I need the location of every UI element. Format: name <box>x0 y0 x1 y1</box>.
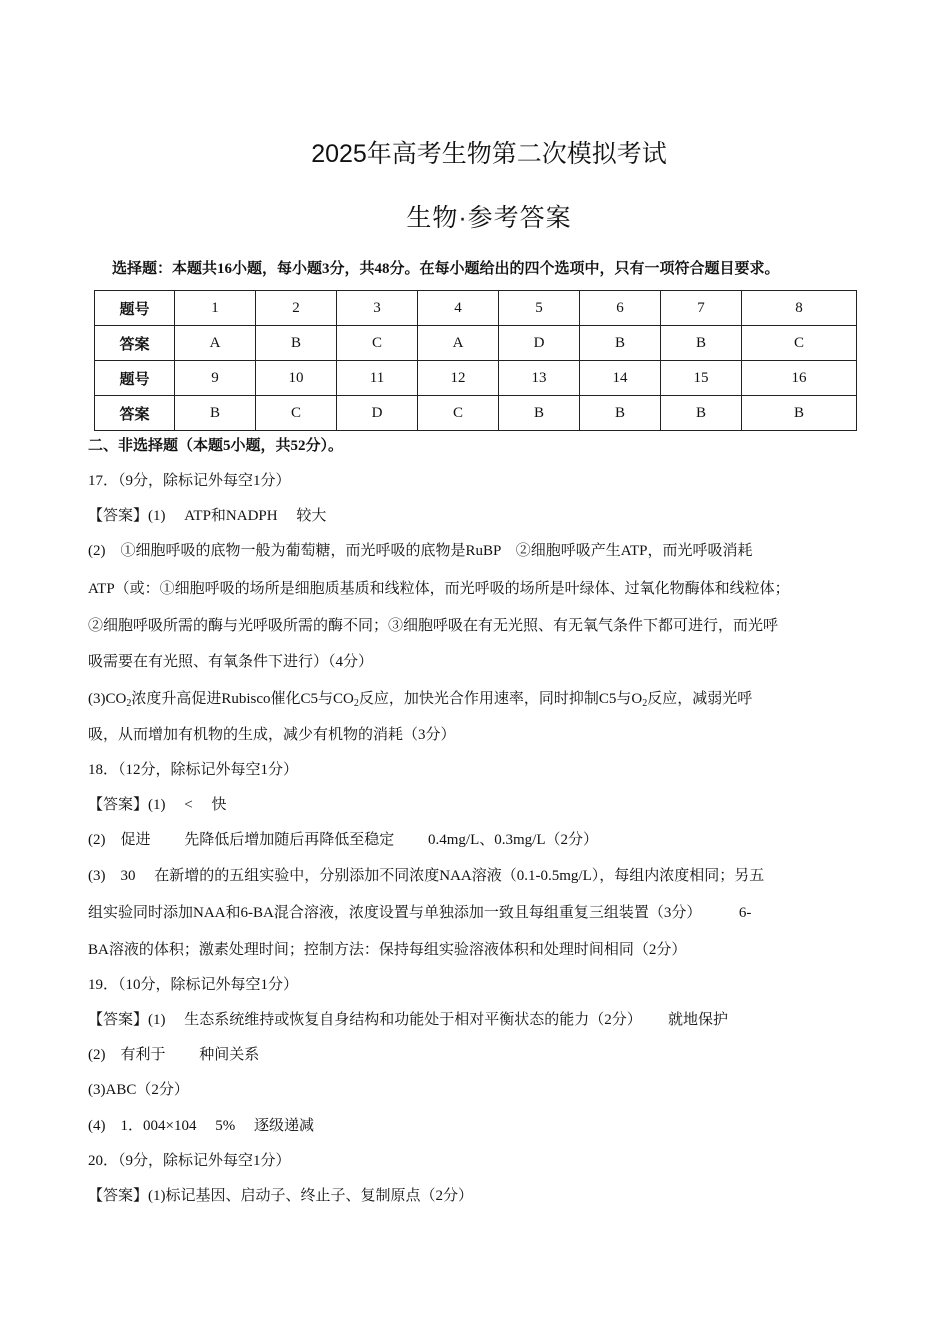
row-label-answer: 答案 <box>95 326 175 361</box>
subscript: 2 <box>353 698 359 709</box>
answer-label: 【答案】 <box>88 508 149 524</box>
question-17-answer-2-line-2: ATP（或：①细胞呼吸的场所是细胞质基质和线粒体，而光呼吸的场所是叶绿体、过氧化物酶体和线粒体； <box>88 581 790 597</box>
text-part: 浓度升高促进Rubisco催化C5与CO <box>131 691 354 707</box>
page-subtitle: 生物·参考答案 <box>406 204 572 232</box>
question-18-header: 18．（12分，除标记外每空1分） <box>88 762 299 778</box>
question-17-answer-3-line-2: 吸，从而增加有机物的生成，减少有机物的消耗（3分） <box>88 727 456 743</box>
table-cell: C <box>337 326 418 361</box>
text-part: 反应，加快光合作用速率，同时抑制C5与O <box>358 691 643 707</box>
row-label-answer: 答案 <box>95 396 175 431</box>
table-row-answers-1 <box>95 326 857 361</box>
question-19-header: 19．（10分，除标记外每空1分） <box>88 977 299 993</box>
question-20-answer-1 <box>88 1186 473 1206</box>
table-row-answers-2 <box>95 396 857 431</box>
answer-text: (1) ATP和NADPH 较大 <box>148 508 327 524</box>
answer-label: 【答案】 <box>88 1188 149 1204</box>
table-cell: 16 <box>742 361 857 396</box>
table-cell: 4 <box>418 291 499 326</box>
page-title: 2025年高考生物第二次模拟考试 <box>311 140 667 168</box>
question-19-answer-4: (4) 1．004×104 5% 逐级递减 <box>88 1118 314 1134</box>
table-row-numbers-2 <box>95 361 857 396</box>
text-part: (3)CO <box>88 691 127 707</box>
table-cell: 7 <box>661 291 742 326</box>
table-cell: B <box>661 396 742 431</box>
question-20-header: 20．（9分，除标记外每空1分） <box>88 1153 291 1169</box>
subscript: 2 <box>642 698 648 709</box>
table-cell: B <box>175 396 256 431</box>
answer-text: (1) 生态系统维持或恢复自身结构和功能处于相对平衡状态的能力（2分） 就地保护 <box>148 1012 729 1028</box>
row-label-number: 题号 <box>95 361 175 396</box>
answer-text: (1)标记基因、启动子、终止子、复制原点（2分） <box>148 1188 474 1204</box>
table-cell: 3 <box>337 291 418 326</box>
table-cell: 12 <box>418 361 499 396</box>
answer-label: 【答案】 <box>88 1012 149 1028</box>
table-cell: 15 <box>661 361 742 396</box>
table-cell: 13 <box>499 361 580 396</box>
table-cell: 2 <box>256 291 337 326</box>
table-cell: 1 <box>175 291 256 326</box>
section-heading: 二、非选择题（本题5小题，共52分）。 <box>88 438 344 454</box>
question-19-answer-1 <box>88 1010 728 1030</box>
table-cell: C <box>418 396 499 431</box>
text-part: 反应，减弱光呼 <box>647 691 753 707</box>
answer-table <box>94 290 857 431</box>
row-label-number: 题号 <box>95 291 175 326</box>
table-cell: 8 <box>742 291 857 326</box>
answer-label: 【答案】 <box>88 797 149 813</box>
table-cell: D <box>337 396 418 431</box>
question-18-answer-3-line-2: 组实验同时添加NAA和6-BA混合溶液，浓度设置与单独添加一致且每组重复三组装置（3分） 6- <box>88 905 752 921</box>
table-row-numbers-1 <box>95 291 857 326</box>
question-19-answer-2: (2) 有利于 种间关系 <box>88 1047 260 1063</box>
question-17-answer-2-line-1: (2) ①细胞呼吸的底物一般为葡萄糖，而光呼吸的底物是RuBP ②细胞呼吸产生ATP，而光呼吸消耗 <box>88 543 753 559</box>
table-cell: D <box>499 326 580 361</box>
question-18-answer-3-line-3: BA溶液的体积；激素处理时间；控制方法：保持每组实验溶液体积和处理时间相同（2分） <box>88 942 687 958</box>
table-cell: C <box>742 326 857 361</box>
question-17-header: 17．（9分，除标记外每空1分） <box>88 473 291 489</box>
table-cell: B <box>580 326 661 361</box>
table-cell: 5 <box>499 291 580 326</box>
table-cell: 9 <box>175 361 256 396</box>
table-cell: A <box>418 326 499 361</box>
table-cell: 14 <box>580 361 661 396</box>
table-cell: 10 <box>256 361 337 396</box>
table-cell: B <box>499 396 580 431</box>
table-cell: B <box>742 396 857 431</box>
question-17-answer-2-line-3: ②细胞呼吸所需的酶与光呼吸所需的酶不同；③细胞呼吸在有无光照、有无氧气条件下都可进行，而光呼 <box>88 618 779 634</box>
question-19-answer-3: (3)ABC（2分） <box>88 1082 189 1098</box>
answer-text: (1) < 快 <box>148 797 227 813</box>
subscript: 2 <box>126 698 132 709</box>
table-cell: 11 <box>337 361 418 396</box>
table-cell: A <box>175 326 256 361</box>
table-cell: 6 <box>580 291 661 326</box>
question-18-answer-3-line-1: (3) 30 在新增的的五组实验中，分别添加不同浓度NAA溶液（0.1-0.5mg/L），每组内浓度相同；另五 <box>88 868 765 884</box>
question-18-answer-1 <box>88 795 226 815</box>
question-17-answer-3-line-1 <box>88 689 752 709</box>
choice-instruction: 选择题：本题共16小题，每小题3分，共48分。在每小题给出的四个选项中，只有一项符合题目要求。 <box>112 261 780 277</box>
table-cell: C <box>256 396 337 431</box>
question-17-answer-1 <box>88 506 326 526</box>
table-cell: B <box>256 326 337 361</box>
question-18-answer-2: (2) 促进 先降低后增加随后再降低至稳定 0.4mg/L、0.3mg/L（2分） <box>88 832 598 848</box>
table-cell: B <box>661 326 742 361</box>
table-cell: B <box>580 396 661 431</box>
question-17-answer-2-line-4: 吸需要在有光照、有氧条件下进行）（4分） <box>88 654 374 670</box>
